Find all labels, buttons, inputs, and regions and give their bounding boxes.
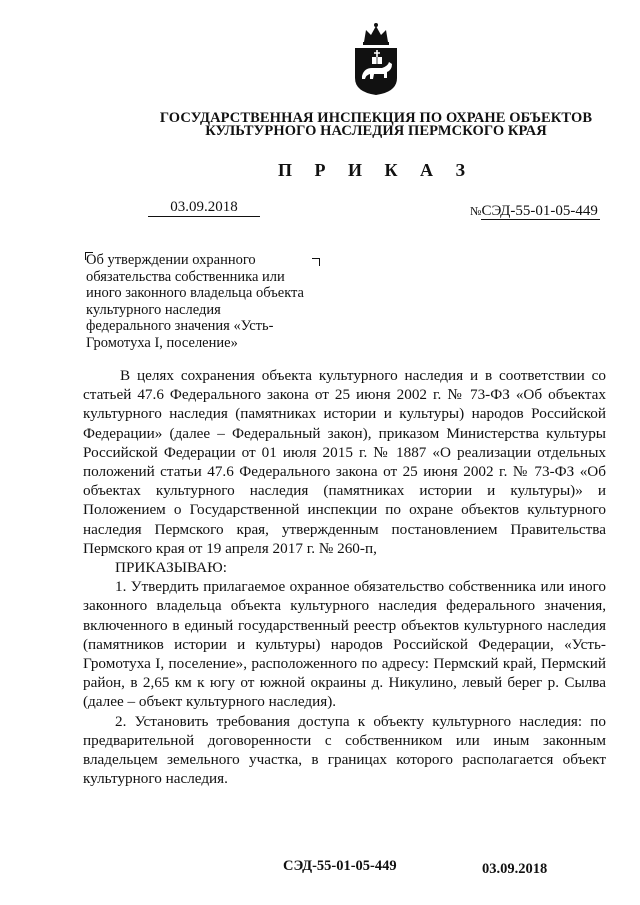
order-item-2: 2. Установить требования доступа к объекту культурного наследия: по предварительной договоренности с собственником или иным законным владельцем земельного участка, в границах которого располагается объект культурного наследия. [83, 712, 606, 788]
document-title: П Р И К А З [277, 160, 475, 180]
order-subject: Об утверждении охранного обязательства собственника или иного законного владельца объекта культурного наследия федерального значения «Усть-Громотуха I, поселение» [86, 252, 304, 351]
agency-name-line2: КУЛЬТУРНОГО НАСЛЕДИЯ ПЕРМСКОГО КРАЯ [205, 123, 547, 139]
agency-name-line1: ГОСУДАРСТВЕННАЯ ИНСПЕКЦИЯ ПО ОХРАНЕ ОБЪЕКТОВ [159, 110, 593, 126]
number-sign: № [470, 204, 482, 218]
order-date: 03.09.2018 [148, 198, 260, 217]
perm-krai-coat-of-arms-icon [352, 22, 400, 96]
footer-order-number: СЭД-55-01-05-449 [283, 858, 397, 874]
order-body [83, 366, 606, 788]
footer-order-date: 03.09.2018 [482, 861, 548, 877]
subject-corner-right [312, 258, 320, 266]
order-number-block [470, 202, 600, 220]
order-item-1: 1. Утвердить прилагаемое охранное обязательство собственника или иного законного владельца объекта культурного наследия федерального значения, включенного в единый государственный реестр объектов культурного наследия (памятников истории и культуры) народов Российской Федерации, «Усть-Громотуха I, поселение», расположенного по адресу: Пермский край, Пермский район, в 2,65 км к югу от южной окраины д. Никулино, левый берег р. Сылва (далее – объект культурного наследия). [83, 578, 606, 711]
preamble-paragraph: В целях сохранения объекта культурного наследия и в соответствии со статьей 47.6 Федерального закона от 25 июня 2002 г. № 73-ФЗ «Об объектах культурного наследия (памятниках истории и культуры) народов Российской Федерации» (далее – Федеральный закон), приказом Министерства культуры Российской Федерации от 01 июля 2015 г. № 1887 «О реализации отдельных положений статьи 47.6 Федерального закона от 25 июня 2002 г. № 73-ФЗ «Об объектах культурного наследия (памятниках истории и культуры)» и Положением о Государственной инспекции по охране объектов культурного наследия Пермского края, утвержденным постановлением Правительства Пермского края от 19 апреля 2017 г. № 260-п, [83, 367, 606, 557]
order-number: СЭД-55-01-05-449 [481, 203, 598, 219]
order-word: ПРИКАЗЫВАЮ: [115, 559, 227, 577]
